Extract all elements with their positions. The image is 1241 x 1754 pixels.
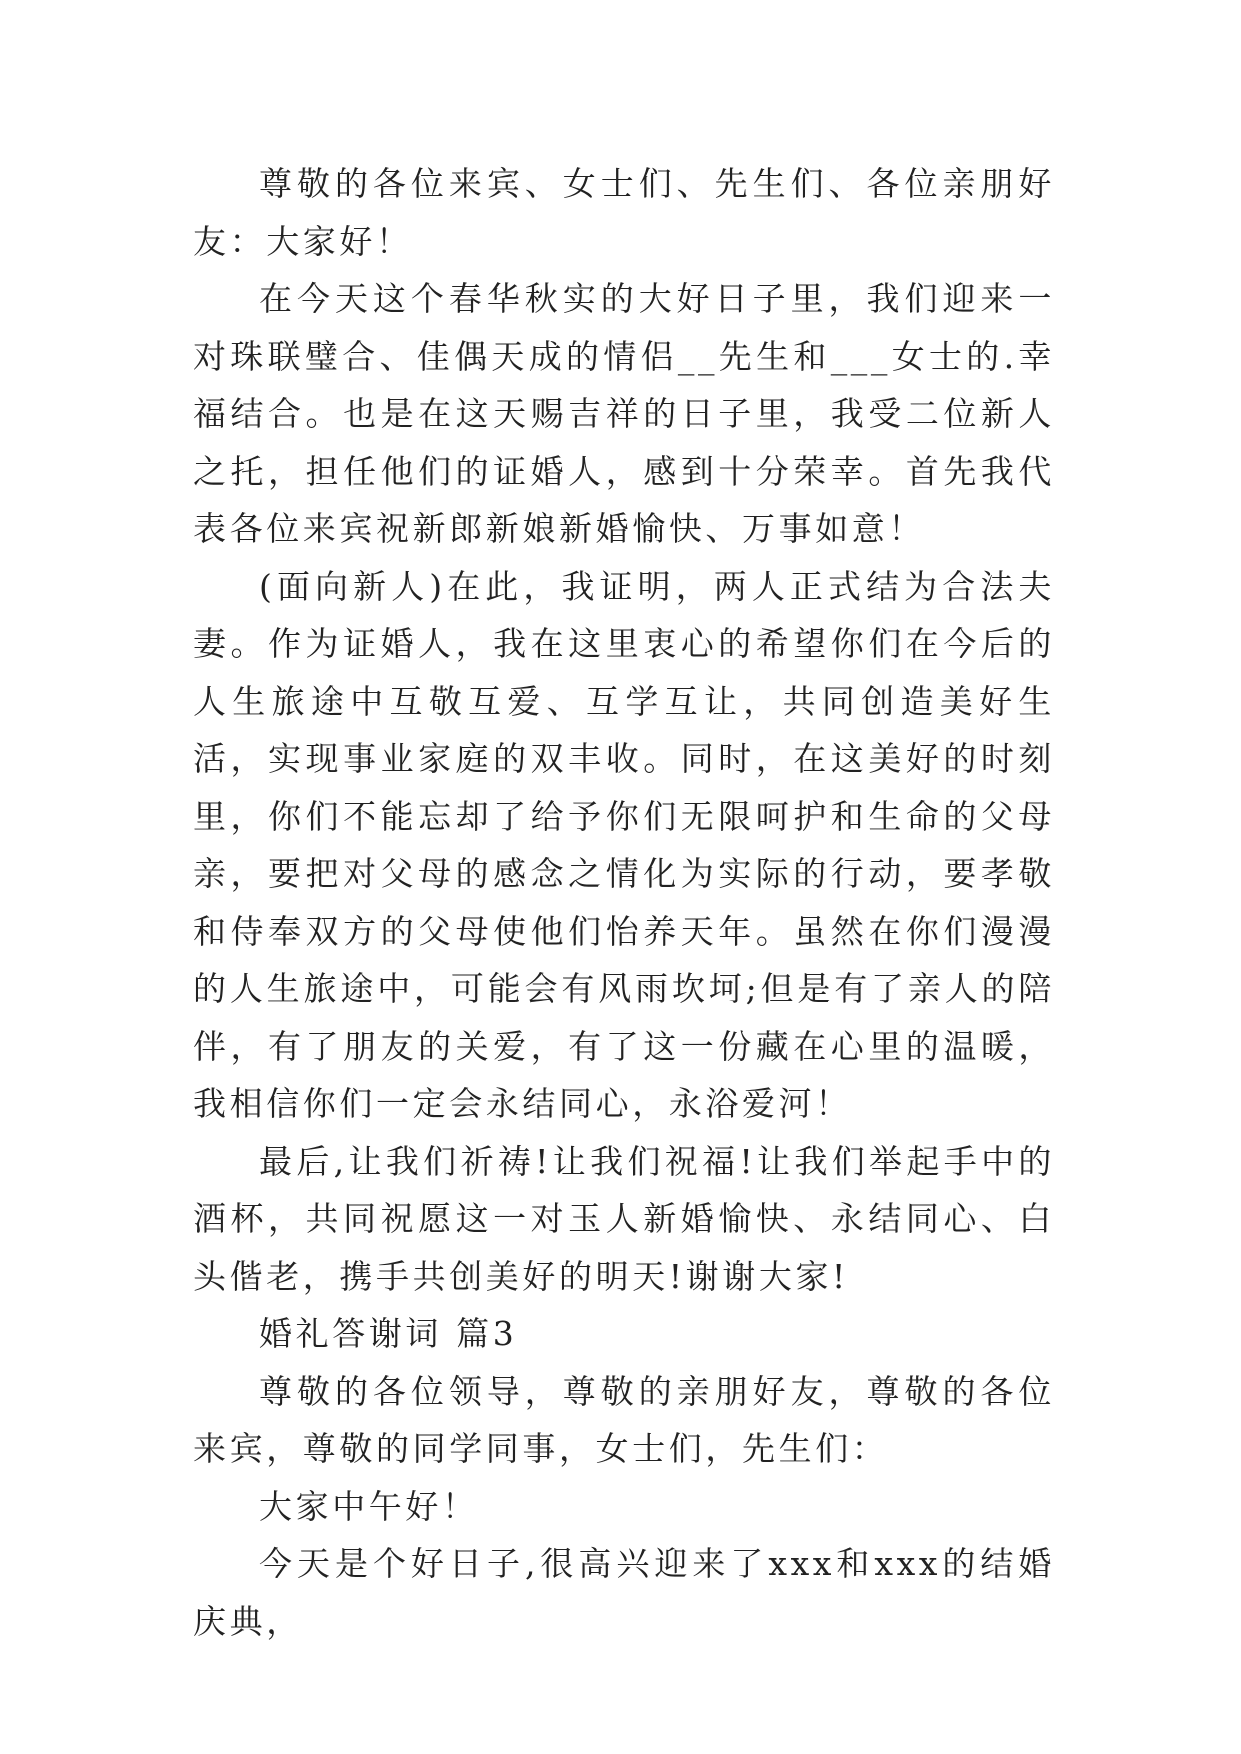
paragraph-today: 今天是个好日子,很高兴迎来了xxx和xxx的结婚庆典，: [193, 1544, 1055, 1641]
paragraph-greeting: 尊敬的各位来宾、女士们、先生们、各位亲朋好友：大家好！: [193, 164, 1055, 261]
paragraph-intro: 在今天这个春华秋实的大好日子里，我们迎来一对珠联璧合、佳偶天成的情侣__先生和___女士的.幸福结合。也是在这天赐吉祥的日子里，我受二位新人之托，担任他们的证婚人，感到十分荣幸。首先我代表各位来宾祝新郎新娘新婚愉快、万事如意！: [193, 279, 1055, 548]
section-heading: 婚礼答谢词 篇3: [259, 1314, 518, 1353]
paragraph-vows: (面向新人)在此，我证明，两人正式结为合法夫妻。作为证婚人，我在这里衷心的希望你们在今后的人生旅途中互敬互爱、互学互让，共同创造美好生活，实现事业家庭的双丰收。同时，在这美好的时刻里，你们不能忘却了给予你们无限呵护和生命的父母亲，要把对父母的感念之情化为实际的行动，要孝敬和侍奉双方的父母使他们怡养天年。虽然在你们漫漫的人生旅途中，可能会有风雨坎坷;但是有了亲人的陪伴，有了朋友的关爱，有了这一份藏在心里的温暖，我相信你们一定会永结同心，永浴爱河！: [193, 566, 1055, 1123]
document-body: [193, 155, 1055, 1650]
paragraph-toast: 最后,让我们祈祷!让我们祝福!让我们举起手中的酒杯，共同祝愿这一对玉人新婚愉快、永结同心、白头偕老，携手共创美好的明天!谢谢大家!: [193, 1141, 1055, 1296]
paragraph-good-noon: 大家中午好！: [259, 1486, 479, 1526]
paragraph-address: 尊敬的各位领导，尊敬的亲朋好友，尊敬的各位来宾，尊敬的同学同事，女士们，先生们：: [193, 1371, 1055, 1468]
